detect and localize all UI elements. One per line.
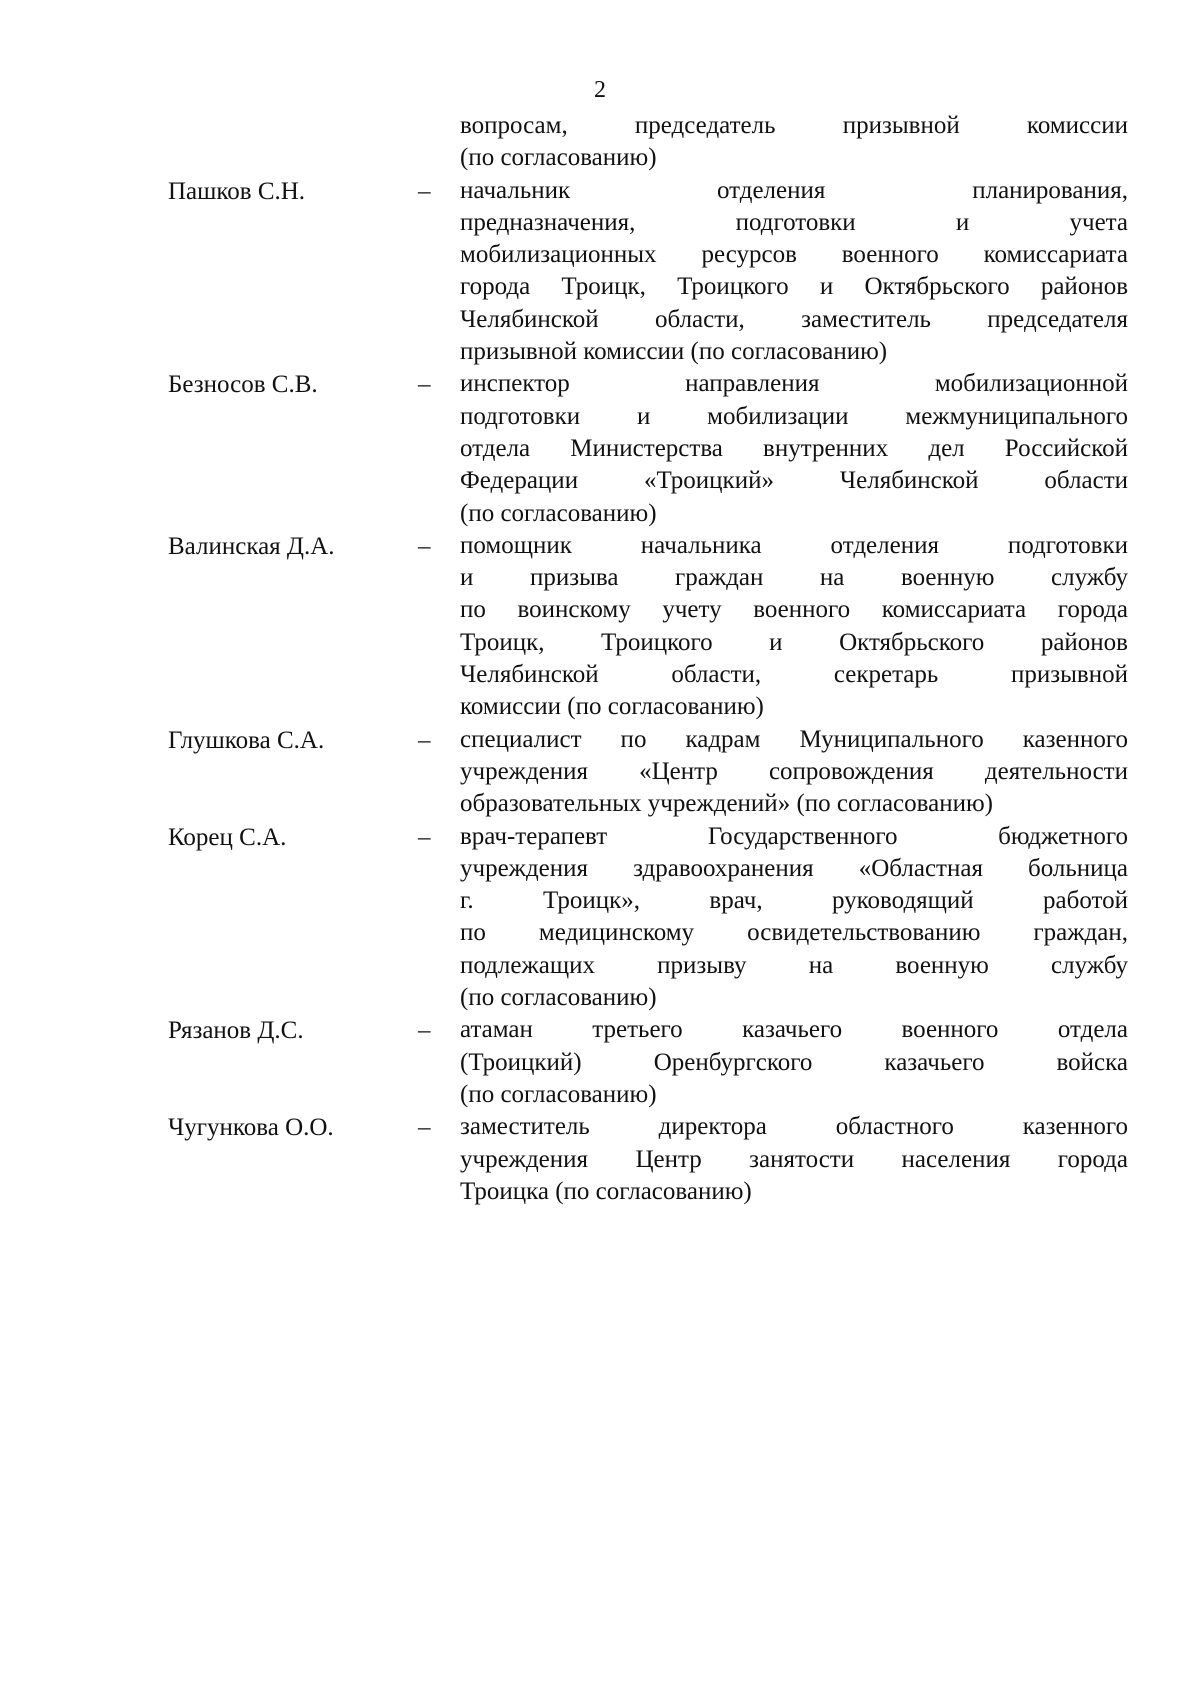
- position-line: Троицка (по согласованию): [460, 1177, 752, 1205]
- member-entry: [168, 1111, 1128, 1208]
- position-line: помощник начальника отделения подготовки: [460, 531, 1128, 559]
- position-line: (по согласованию): [460, 499, 657, 527]
- member-entry: [168, 530, 1128, 724]
- position-line: инспектор направления мобилизационной: [460, 370, 1128, 398]
- position-line: подлежащих призыву на военную службу: [460, 951, 1128, 979]
- member-name: Валинская Д.А.: [168, 532, 335, 560]
- position-line: мобилизационных ресурсов военного комиссариата: [460, 241, 1128, 269]
- member-position: [460, 724, 1128, 821]
- member-entry: [168, 368, 1128, 529]
- position-line: г. Троицк», врач, руководящий работой: [460, 887, 1128, 915]
- dash-separator: –: [418, 532, 431, 560]
- position-line: (по согласованию): [460, 1080, 657, 1108]
- member-name: Корец С.А.: [168, 823, 287, 851]
- position-line: города Троицк, Троицкого и Октябрьского районов: [460, 273, 1128, 301]
- dash-separator: –: [418, 823, 431, 851]
- member-name: Безносов С.В.: [168, 371, 318, 399]
- position-line: вопросам, председатель призывной комиссии: [460, 112, 1128, 139]
- position-line: учреждения «Центр сопровождения деятельности: [460, 757, 1128, 785]
- dash-separator: –: [418, 177, 431, 205]
- dash-separator: –: [418, 371, 431, 399]
- member-entry: [168, 724, 1128, 821]
- commission-member-list: [168, 110, 1128, 1208]
- member-position: [460, 110, 1128, 175]
- position-line: призывной комиссии (по согласованию): [460, 338, 888, 366]
- page-number: 2: [594, 77, 606, 103]
- position-line: подготовки и мобилизации межмуниципального: [460, 402, 1128, 430]
- position-line: (Троицкий) Оренбургского казачьего войска: [460, 1048, 1128, 1076]
- position-line: Челябинской области, заместитель председателя: [460, 305, 1128, 333]
- position-line: (по согласованию): [460, 984, 657, 1012]
- position-line: учреждения Центр занятости населения города: [460, 1145, 1128, 1173]
- member-position: [460, 1014, 1128, 1111]
- position-line: Троицк, Троицкого и Октябрьского районов: [460, 628, 1128, 656]
- position-line: заместитель директора областного казенного: [460, 1113, 1128, 1141]
- position-line: по воинскому учету военного комиссариата города: [460, 596, 1128, 624]
- position-line: по медицинскому освидетельствованию граждан,: [460, 919, 1128, 947]
- position-line: и призыва граждан на военную службу: [460, 564, 1128, 592]
- dash-separator: –: [418, 1017, 431, 1045]
- member-position: [460, 821, 1128, 1015]
- member-position: [460, 1111, 1128, 1208]
- position-line: комиссии (по согласованию): [460, 693, 764, 721]
- member-name: Пашков С.Н.: [168, 177, 306, 205]
- position-line: Челябинской области, секретарь призывной: [460, 661, 1128, 689]
- position-line: Федерации «Троицкий» Челябинской области: [460, 467, 1128, 495]
- member-position: [460, 175, 1128, 369]
- member-name: Глушкова С.А.: [168, 726, 325, 754]
- dash-separator: –: [418, 726, 431, 754]
- position-line: предназначения, подготовки и учета: [460, 208, 1128, 236]
- position-line: (по согласованию): [460, 144, 657, 172]
- position-line: образовательных учреждений» (по согласованию): [460, 790, 993, 818]
- position-line: учреждения здравоохранения «Областная больница: [460, 854, 1128, 882]
- member-entry: [168, 110, 1128, 175]
- member-entry: [168, 175, 1128, 369]
- position-line: врач-терапевт Государственного бюджетного: [460, 822, 1128, 850]
- member-name: Рязанов Д.С.: [168, 1017, 304, 1045]
- dash-separator: –: [418, 1114, 431, 1142]
- position-line: отдела Министерства внутренних дел Российской: [460, 434, 1128, 462]
- member-position: [460, 368, 1128, 529]
- member-entry: [168, 1014, 1128, 1111]
- member-entry: [168, 821, 1128, 1015]
- position-line: специалист по кадрам Муниципального казенного: [460, 725, 1128, 753]
- member-name: Чугункова О.О.: [168, 1114, 334, 1142]
- position-line: начальник отделения планирования,: [460, 176, 1128, 204]
- position-line: атаман третьего казачьего военного отдела: [460, 1016, 1128, 1044]
- member-position: [460, 530, 1128, 724]
